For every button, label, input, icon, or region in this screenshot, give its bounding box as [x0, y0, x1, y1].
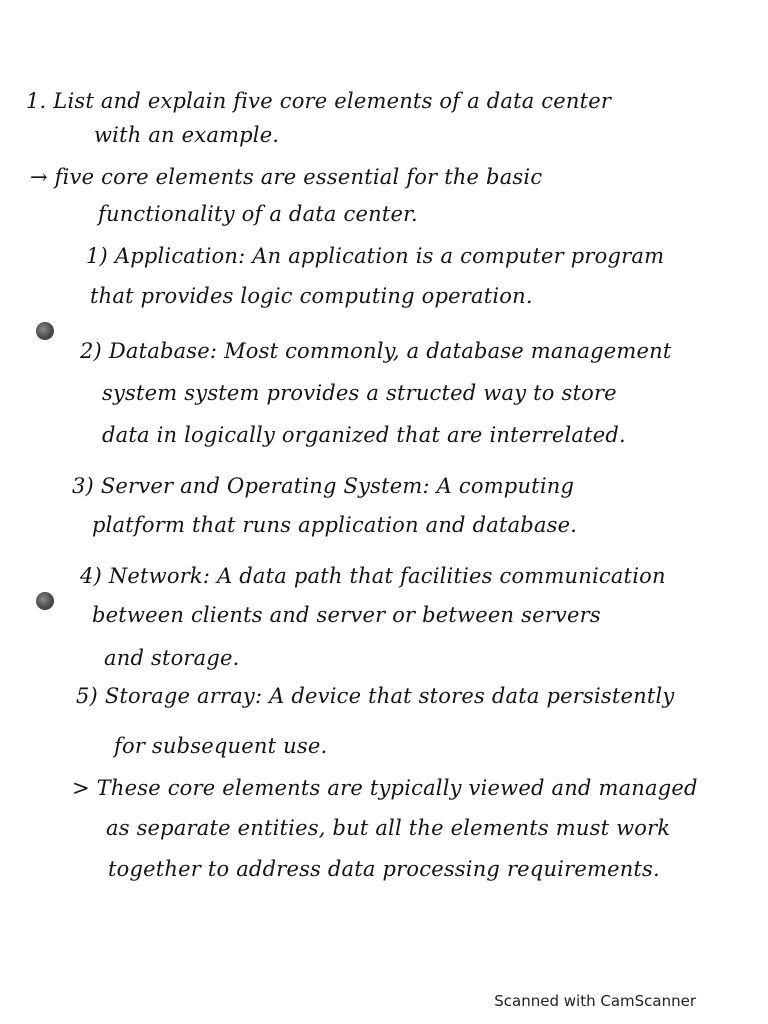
- scanner-watermark: Scanned with CamScanner: [494, 992, 696, 1010]
- answer-intro-line-1: → five core elements are essential for the basic: [30, 165, 543, 189]
- element-database-line-3: data in logically organized that are interrelated.: [102, 423, 626, 447]
- conclusion-line-3: together to address data processing requirements.: [108, 857, 660, 881]
- punch-hole-bottom: [36, 592, 54, 610]
- question-line-1: 1. List and explain five core elements of a data center: [26, 89, 612, 113]
- element-network-line-3: and storage.: [104, 646, 240, 670]
- element-application-line-1: 1) Application: An application is a computer program: [86, 244, 665, 268]
- element-database-line-2: system system provides a structed way to store: [102, 381, 617, 405]
- element-application-line-2: that provides logic computing operation.: [90, 284, 533, 308]
- answer-intro-line-2: functionality of a data center.: [98, 202, 418, 226]
- element-database-line-1: 2) Database: Most commonly, a database management: [80, 339, 672, 363]
- question-line-2: with an example.: [94, 123, 280, 147]
- conclusion-line-2: as separate entities, but all the elements must work: [106, 816, 671, 840]
- element-network-line-2: between clients and server or between servers: [92, 603, 601, 627]
- element-network-line-1: 4) Network: A data path that facilities communication: [80, 564, 666, 588]
- conclusion-line-1: > These core elements are typically viewed and managed: [72, 776, 698, 800]
- element-storage-line-2: for subsequent use.: [114, 734, 328, 758]
- punch-hole-top: [36, 322, 54, 340]
- element-server-line-2: platform that runs application and database.: [92, 513, 578, 537]
- element-server-line-1: 3) Server and Operating System: A computing: [72, 474, 575, 498]
- element-storage-line-1: 5) Storage array: A device that stores data persistently: [76, 684, 675, 708]
